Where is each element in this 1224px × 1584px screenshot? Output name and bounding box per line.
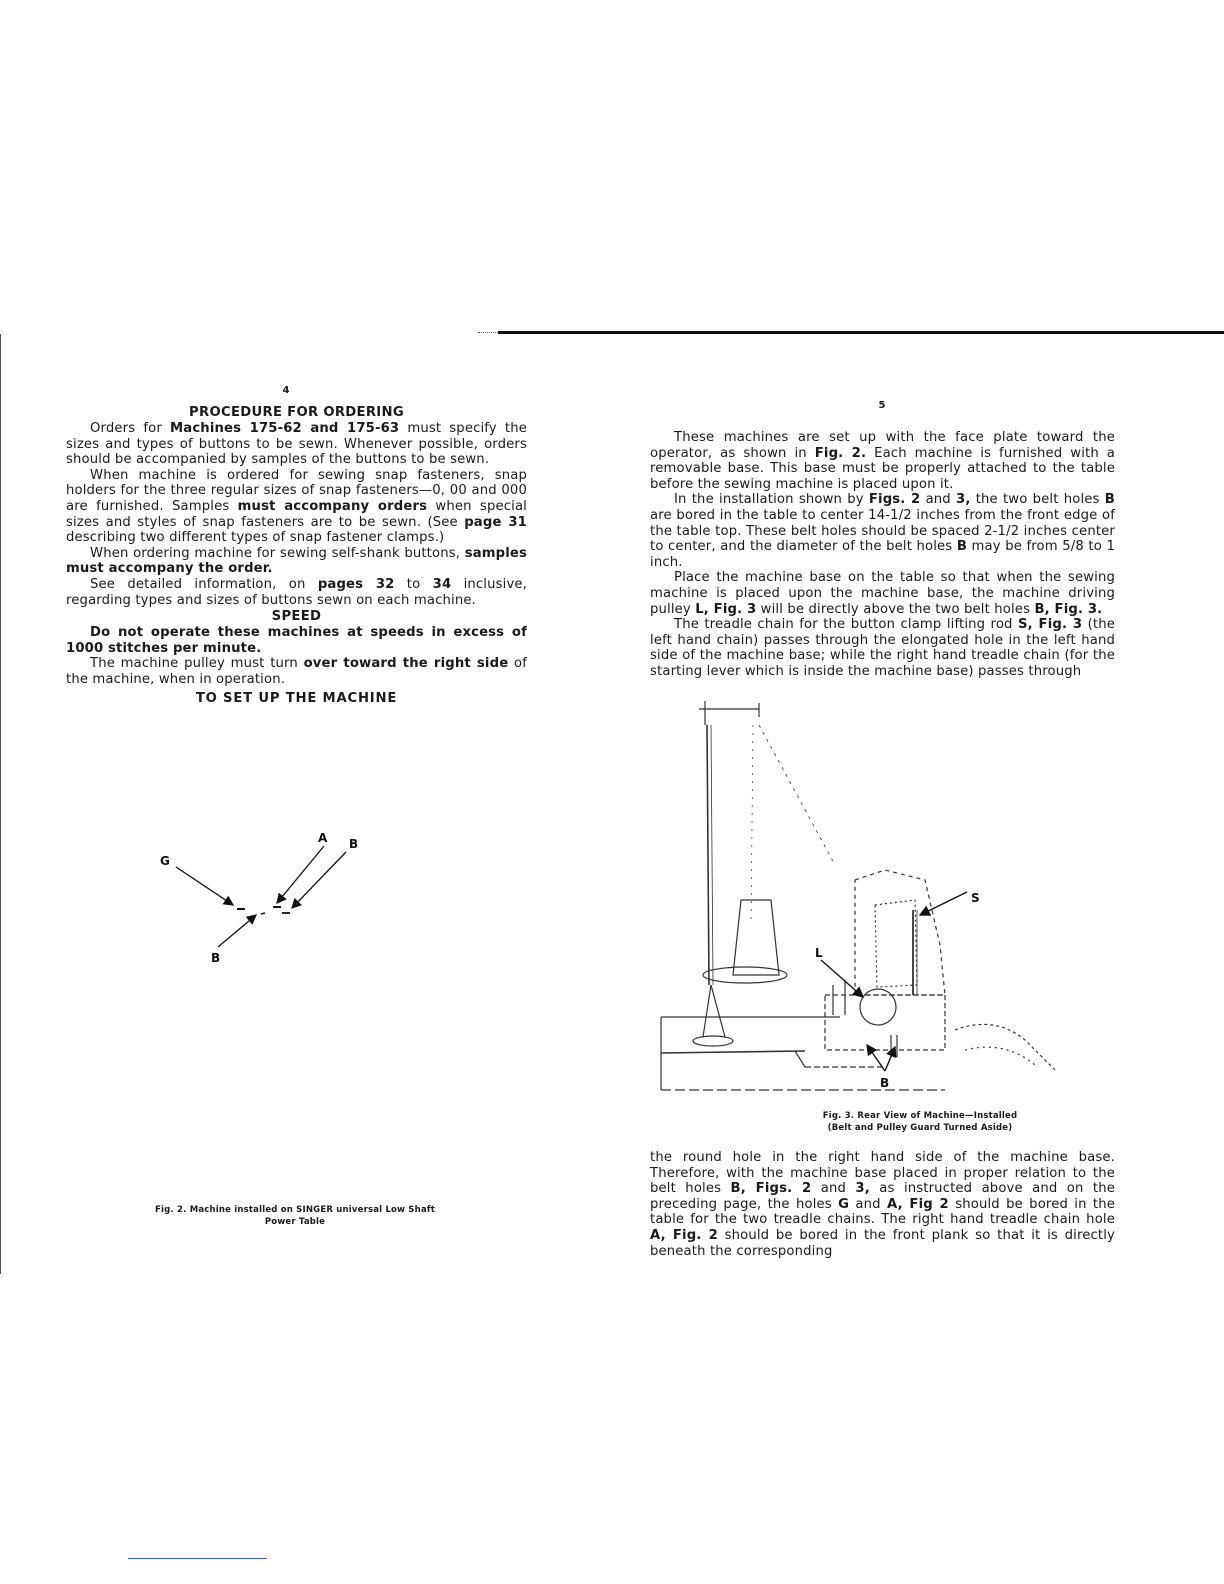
fig2-arrow-b-top: [292, 852, 346, 908]
page-number-left: 4: [282, 385, 290, 396]
footer-link-line: [128, 1558, 267, 1559]
fig3-caption: Fig. 3. Rear View of Machine—Installed (Belt and Pulley Guard Turned Aside): [822, 1111, 1018, 1133]
setup-paragraph-1: These machines are set up with the face plate toward the operator, as shown in Fig. 2. Each machine is furnished with a removable base. This base must be properly attached to the table before the sewing machine is placed upon it.: [650, 430, 1115, 492]
fig3-label-l: L: [815, 946, 823, 960]
left-page-column: [66, 404, 527, 708]
right-page-column-top: [650, 430, 1115, 680]
fig2-arrow-b-bottom: [218, 915, 256, 947]
fig3-label-b: B: [880, 1076, 890, 1090]
fig3-label-s: S: [971, 891, 980, 905]
fig2-label-b-top: B: [349, 837, 359, 851]
fig2-diagram: [140, 795, 380, 975]
order-paragraph-4: See detailed information, on pages 32 to 34 inclusive, regarding types and sizes of buttons sewn on each machine.: [66, 576, 528, 608]
fig3-illustration: [655, 695, 1105, 1105]
order-paragraph-3: When ordering machine for sewing self-shank buttons, samples must accompany the order.: [66, 545, 527, 577]
thread-line: [759, 725, 835, 865]
top-rule-dots: [478, 332, 500, 333]
fig3-arrow-l: [821, 960, 863, 997]
setup-paragraph-5: the round hole in the right hand side of the machine base. Therefore, with the machine base placed in proper relation to the belt holes B, Figs. 2 and 3, as instructed above and on the preceding page, the holes G and A, Fig 2 should be bored in the table for the two treadle chains. The right hand treadle chain hole A, Fig. 2 should be bored in the front plank so that it is directly beneath the corresponding: [650, 1150, 1116, 1259]
right-page-column-bottom: [650, 1150, 1115, 1259]
page-edge-line: [0, 334, 1, 1274]
heading-procedure: PROCEDURE FOR ORDERING: [189, 405, 404, 420]
fig2-label-g: G: [160, 854, 170, 868]
heading-setup: TO SET UP THE MACHINE: [195, 690, 398, 706]
speed-warning: Do not operate these machines at speeds in excess of 1000 stitches per minute.: [66, 625, 527, 656]
heading-speed: SPEED: [271, 609, 322, 625]
fig2-caption: Fig. 2. Machine installed on SINGER universal Low Shaft Power Table: [155, 1205, 435, 1227]
fig2-arrow-a: [277, 846, 324, 903]
fig2-label-b-bottom: B: [211, 951, 221, 965]
setup-paragraph-3: Place the machine base on the table so that when the sewing machine is placed upon the machine base, the machine driving pulley L, Fig. 3 will be directly above the two belt holes B, Fig. 3.: [650, 570, 1115, 617]
top-rule: [498, 331, 1224, 334]
machine-head: [855, 870, 945, 995]
order-paragraph-2: When machine is ordered for sewing snap fasteners, snap holders for the three regular sizes of snap fasteners—0, 00 and 000 are furnished. Samples must accompany orders when special sizes and styles of snap fasteners are to be sewn. (See page 31 describing two different types of snap fastener clamps.): [66, 467, 528, 546]
fig2-arrow-g: [176, 867, 233, 905]
pulley-paragraph: The machine pulley must turn over toward the right side of the machine, when in operation.: [66, 656, 528, 687]
setup-paragraph-2: In the installation shown by Figs. 2 and 3, the two belt holes B are bored in the table to center 14-1/2 inches from the front edge of the table top. These belt holes should be spaced 2-1/2 inches center to center, and the diameter of the belt holes B may be from 5/8 to 1 inch.: [650, 492, 1115, 570]
fig2-hole-b-left: [261, 913, 265, 914]
fig3-arrow-s: [920, 892, 967, 915]
fig2-label-a: A: [318, 831, 328, 845]
page-number-right: 5: [878, 400, 886, 411]
machine-base: [825, 995, 945, 1050]
thread-cone: [733, 900, 779, 975]
setup-paragraph-4: The treadle chain for the button clamp lifting rod S, Fig. 3 (the left hand chain) passes through the elongated hole in the left hand side of the machine base; while the right hand treadle chain (for the starting lever which is inside the machine base) passes through: [650, 617, 1115, 679]
spool-stand-rod: [707, 725, 709, 985]
order-paragraph-1: Orders for Machines 175-62 and 175-63 must specify the sizes and types of buttons to be sewn. Whenever possible, orders should be accompanied by samples of the buttons to be sewn.: [66, 421, 527, 468]
